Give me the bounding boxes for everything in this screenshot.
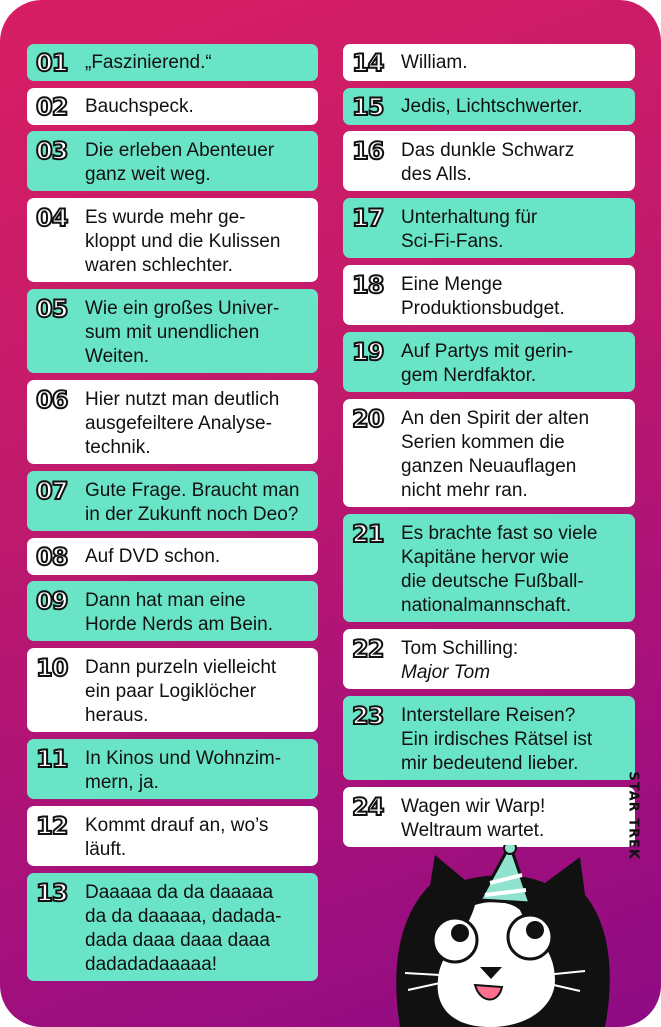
- answer-number: 16: [352, 137, 384, 165]
- answer-item: [343, 514, 635, 622]
- answer-number: 08: [36, 542, 68, 571]
- answer-text-main: Daaaaa da da daaaaa da da daaaaa, dadada- dada daaa daaa daaa dadadadaaaaa!: [85, 882, 282, 975]
- answer-text: [401, 273, 627, 321]
- answer-text-main: Es brachte fast so viele Kapitäne hervor wie die deutsche Fußball- nationalmannschaft.: [401, 523, 598, 616]
- answer-number: 12: [36, 812, 68, 840]
- answer-text-main: Dann purzeln vielleicht ein paar Logiklöcher heraus.: [85, 657, 277, 726]
- answer-text: [401, 407, 627, 503]
- answer-text-italic: Major Tom: [401, 662, 491, 683]
- answer-text: [401, 704, 627, 776]
- answer-number: 24: [352, 793, 384, 821]
- answer-number: 05: [36, 295, 68, 323]
- answer-text: [401, 795, 627, 843]
- answer-number: 06: [36, 386, 68, 414]
- answer-text-main: Jedis, Lichtschwerter.: [401, 95, 583, 117]
- answer-text-main: Hier nutzt man deutlich ausgefeiltere Analyse- technik.: [85, 389, 280, 458]
- answer-text-main: Unterhaltung für Sci-Fi-Fans.: [401, 207, 538, 252]
- answer-number: 19: [352, 338, 384, 366]
- answer-item: [343, 265, 635, 325]
- answer-text: [401, 340, 627, 388]
- answer-text: [401, 95, 627, 119]
- answer-item: [343, 696, 635, 780]
- answer-number: 20: [352, 405, 384, 433]
- answer-text-main: Es wurde mehr ge- kloppt und die Kulissen waren schlechter.: [85, 207, 281, 276]
- answer-item: [343, 88, 635, 125]
- answer-text-main: Auf DVD schon.: [85, 545, 221, 567]
- answer-text-main: Bauchspeck.: [85, 95, 194, 117]
- answer-item: [343, 131, 635, 191]
- side-label: STAR TREK: [626, 771, 641, 860]
- answer-text-main: Wagen wir Warp! Weltraum wartet.: [401, 796, 546, 841]
- answer-text: [401, 139, 627, 187]
- answer-text: [401, 522, 627, 618]
- answer-text-main: In Kinos und Wohnzim- mern, ja.: [85, 748, 282, 793]
- answer-number: 04: [36, 204, 68, 232]
- answer-item: [343, 44, 635, 81]
- answer-text-main: Tom Schilling:: [401, 638, 519, 659]
- answer-number: 09: [36, 587, 68, 615]
- answer-item: [343, 332, 635, 392]
- answer-number: 03: [36, 137, 68, 165]
- answer-number: 11: [36, 745, 68, 773]
- answer-number: 14: [352, 48, 384, 77]
- answer-item: [343, 629, 635, 689]
- answer-text: [401, 51, 627, 75]
- answer-item: [343, 787, 635, 847]
- answer-text-main: Eine Menge Produktionsbudget.: [401, 274, 565, 319]
- answer-text: [401, 206, 627, 254]
- answer-text-main: William.: [401, 51, 468, 73]
- answer-text-main: Auf Partys mit gerin- gem Nerdfaktor.: [401, 341, 574, 386]
- answer-text-main: „Faszinierend.“: [85, 51, 212, 73]
- answer-number: 17: [352, 204, 384, 232]
- answer-text-main: Das dunkle Schwarz des Alls.: [401, 140, 575, 185]
- answer-text-main: Die erleben Abenteuer ganz weit weg.: [85, 140, 275, 185]
- answer-text-main: Dann hat man eine Horde Nerds am Bein.: [85, 590, 273, 635]
- answer-item: [343, 399, 635, 507]
- answer-number: 07: [36, 477, 68, 505]
- answer-number: 21: [352, 520, 384, 548]
- answer-number: 02: [36, 92, 68, 121]
- answer-number: 01: [36, 48, 68, 77]
- answer-number: 18: [352, 271, 384, 299]
- cat-party-hat-illustration: [380, 845, 610, 1027]
- answer-number: 23: [352, 702, 384, 730]
- answer-number: 15: [352, 92, 384, 121]
- answer-item: [343, 198, 635, 258]
- answer-text-main: Gute Frage. Braucht man in der Zukunft noch Deo?: [85, 480, 300, 525]
- answer-number: 22: [352, 635, 384, 663]
- answer-number: 13: [36, 879, 68, 907]
- answer-text-main: Kommt drauf an, wo’s läuft.: [85, 815, 269, 860]
- answer-text: [401, 637, 627, 685]
- answer-text-main: Wie ein großes Univer- sum mit unendlichen Weiten.: [85, 298, 280, 367]
- answer-text-main: An den Spirit der alten Serien kommen die ganzen Neuauflagen nicht mehr ran.: [401, 408, 590, 501]
- answer-text-main: Interstellare Reisen? Ein irdisches Rätsel ist mir bedeutend lieber.: [401, 705, 593, 774]
- answer-number: 10: [36, 654, 68, 682]
